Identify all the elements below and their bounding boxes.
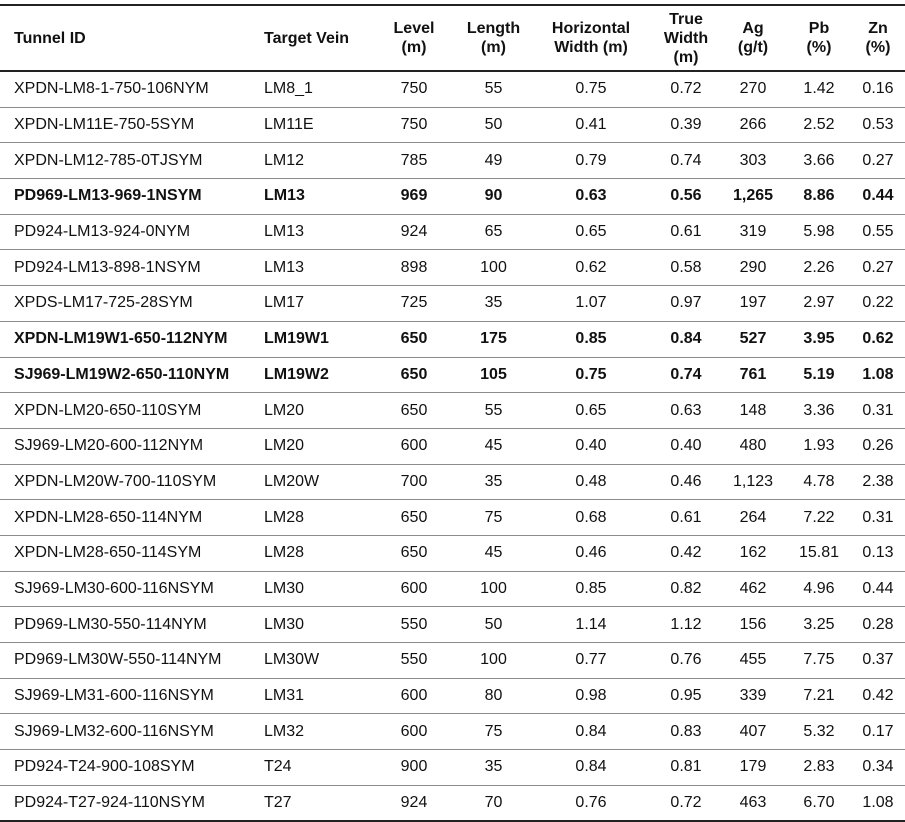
header-tunnel-id <box>0 5 258 71</box>
header-zn <box>851 5 905 71</box>
cell-length: 175 <box>458 321 529 357</box>
cell-horizontal-width: 0.46 <box>529 535 653 571</box>
cell-length: 70 <box>458 785 529 821</box>
cell-ag: 270 <box>719 71 787 107</box>
cell-level: 650 <box>370 535 458 571</box>
table-row <box>0 357 905 393</box>
header-line: (m) <box>673 48 699 66</box>
cell-horizontal-width: 0.65 <box>529 214 653 250</box>
cell-horizontal-width: 0.85 <box>529 571 653 607</box>
cell-zn: 0.42 <box>851 678 905 714</box>
cell-zn: 0.31 <box>851 500 905 536</box>
table-row <box>0 321 905 357</box>
cell-tunnel-id: PD969-LM30W-550-114NYM <box>0 643 258 679</box>
table-row <box>0 785 905 821</box>
table-row <box>0 571 905 607</box>
table-body <box>0 71 905 821</box>
cell-ag: 462 <box>719 571 787 607</box>
cell-tunnel-id: PD924-T24-900-108SYM <box>0 750 258 786</box>
cell-ag: 266 <box>719 107 787 143</box>
cell-horizontal-width: 0.77 <box>529 643 653 679</box>
cell-tunnel-id: XPDN-LM28-650-114NYM <box>0 500 258 536</box>
cell-pb: 3.66 <box>787 143 851 179</box>
cell-pb: 5.98 <box>787 214 851 250</box>
cell-true-width: 0.63 <box>653 393 719 429</box>
cell-tunnel-id: PD924-T27-924-110NSYM <box>0 785 258 821</box>
cell-true-width: 0.74 <box>653 143 719 179</box>
cell-tunnel-id: SJ969-LM19W2-650-110NYM <box>0 357 258 393</box>
cell-true-width: 0.39 <box>653 107 719 143</box>
table-row <box>0 643 905 679</box>
cell-ag: 264 <box>719 500 787 536</box>
cell-pb: 4.78 <box>787 464 851 500</box>
cell-true-width: 1.12 <box>653 607 719 643</box>
cell-level: 900 <box>370 750 458 786</box>
cell-target-vein: LM13 <box>258 250 370 286</box>
cell-tunnel-id: XPDS-LM17-725-28SYM <box>0 286 258 322</box>
cell-length: 75 <box>458 714 529 750</box>
cell-horizontal-width: 0.75 <box>529 357 653 393</box>
cell-horizontal-width: 0.40 <box>529 428 653 464</box>
cell-ag: 480 <box>719 428 787 464</box>
header-level <box>370 5 458 71</box>
cell-level: 600 <box>370 571 458 607</box>
cell-target-vein: LM20 <box>258 428 370 464</box>
cell-tunnel-id: XPDN-LM8-1-750-106NYM <box>0 71 258 107</box>
cell-true-width: 0.61 <box>653 214 719 250</box>
table-row <box>0 143 905 179</box>
table-row <box>0 428 905 464</box>
cell-level: 650 <box>370 357 458 393</box>
cell-tunnel-id: XPDN-LM11E-750-5SYM <box>0 107 258 143</box>
header-line: True <box>669 10 703 28</box>
header-line: (g/t) <box>737 39 769 56</box>
cell-ag: 455 <box>719 643 787 679</box>
cell-zn: 0.55 <box>851 214 905 250</box>
cell-horizontal-width: 1.07 <box>529 286 653 322</box>
cell-length: 35 <box>458 750 529 786</box>
cell-true-width: 0.81 <box>653 750 719 786</box>
cell-true-width: 0.74 <box>653 357 719 393</box>
cell-ag: 148 <box>719 393 787 429</box>
cell-pb: 2.26 <box>787 250 851 286</box>
header-line: (%) <box>865 39 891 56</box>
cell-true-width: 0.72 <box>653 71 719 107</box>
cell-level: 650 <box>370 393 458 429</box>
cell-target-vein: LM11E <box>258 107 370 143</box>
cell-length: 100 <box>458 643 529 679</box>
cell-ag: 527 <box>719 321 787 357</box>
cell-pb: 5.19 <box>787 357 851 393</box>
header-true-width <box>653 5 719 71</box>
cell-length: 100 <box>458 250 529 286</box>
header-line: Horizontal <box>551 20 631 37</box>
table-row <box>0 107 905 143</box>
cell-target-vein: LM30 <box>258 607 370 643</box>
cell-pb: 15.81 <box>787 535 851 571</box>
cell-horizontal-width: 0.98 <box>529 678 653 714</box>
cell-zn: 0.34 <box>851 750 905 786</box>
cell-zn: 0.62 <box>851 321 905 357</box>
cell-pb: 8.86 <box>787 179 851 215</box>
cell-target-vein: LM20 <box>258 393 370 429</box>
cell-pb: 6.70 <box>787 785 851 821</box>
header-line: Target Vein <box>264 29 350 47</box>
header-target-vein <box>258 5 370 71</box>
cell-horizontal-width: 0.75 <box>529 71 653 107</box>
cell-zn: 2.38 <box>851 464 905 500</box>
cell-target-vein: LM30 <box>258 571 370 607</box>
cell-pb: 7.21 <box>787 678 851 714</box>
table-row <box>0 535 905 571</box>
cell-horizontal-width: 0.84 <box>529 750 653 786</box>
cell-true-width: 0.95 <box>653 678 719 714</box>
cell-zn: 1.08 <box>851 785 905 821</box>
cell-pb: 3.25 <box>787 607 851 643</box>
table-row <box>0 250 905 286</box>
cell-level: 600 <box>370 678 458 714</box>
cell-length: 100 <box>458 571 529 607</box>
cell-pb: 1.42 <box>787 71 851 107</box>
header-horizontal-width <box>529 5 653 71</box>
header-line: (%) <box>806 39 832 56</box>
cell-true-width: 0.83 <box>653 714 719 750</box>
cell-ag: 761 <box>719 357 787 393</box>
header-line: Width <box>663 29 709 47</box>
cell-zn: 0.22 <box>851 286 905 322</box>
cell-horizontal-width: 0.62 <box>529 250 653 286</box>
table-row <box>0 214 905 250</box>
cell-target-vein: LM17 <box>258 286 370 322</box>
table-header-row <box>0 5 905 71</box>
cell-level: 750 <box>370 107 458 143</box>
cell-pb: 3.95 <box>787 321 851 357</box>
cell-tunnel-id: SJ969-LM30-600-116NSYM <box>0 571 258 607</box>
cell-tunnel-id: XPDN-LM20-650-110SYM <box>0 393 258 429</box>
cell-length: 35 <box>458 286 529 322</box>
cell-ag: 407 <box>719 714 787 750</box>
cell-true-width: 0.72 <box>653 785 719 821</box>
cell-length: 90 <box>458 179 529 215</box>
cell-horizontal-width: 0.63 <box>529 179 653 215</box>
cell-zn: 0.16 <box>851 71 905 107</box>
cell-true-width: 0.46 <box>653 464 719 500</box>
cell-horizontal-width: 0.68 <box>529 500 653 536</box>
cell-horizontal-width: 0.76 <box>529 785 653 821</box>
tunnel-sampling-table <box>0 4 905 822</box>
cell-zn: 0.27 <box>851 250 905 286</box>
cell-target-vein: LM30W <box>258 643 370 679</box>
cell-pb: 7.22 <box>787 500 851 536</box>
cell-level: 924 <box>370 214 458 250</box>
cell-length: 45 <box>458 535 529 571</box>
cell-true-width: 0.76 <box>653 643 719 679</box>
table-row <box>0 678 905 714</box>
cell-ag: 179 <box>719 750 787 786</box>
cell-length: 55 <box>458 393 529 429</box>
header-line: Length <box>466 20 521 37</box>
cell-length: 55 <box>458 71 529 107</box>
cell-zn: 0.31 <box>851 393 905 429</box>
cell-level: 924 <box>370 785 458 821</box>
header-length <box>458 5 529 71</box>
cell-tunnel-id: SJ969-LM31-600-116NSYM <box>0 678 258 714</box>
cell-pb: 2.97 <box>787 286 851 322</box>
cell-tunnel-id: SJ969-LM32-600-116NSYM <box>0 714 258 750</box>
cell-zn: 0.28 <box>851 607 905 643</box>
cell-target-vein: LM19W2 <box>258 357 370 393</box>
cell-tunnel-id: XPDN-LM19W1-650-112NYM <box>0 321 258 357</box>
cell-length: 50 <box>458 607 529 643</box>
cell-zn: 0.17 <box>851 714 905 750</box>
cell-target-vein: LM19W1 <box>258 321 370 357</box>
table-row <box>0 286 905 322</box>
cell-length: 65 <box>458 214 529 250</box>
cell-length: 50 <box>458 107 529 143</box>
cell-pb: 2.83 <box>787 750 851 786</box>
cell-zn: 0.44 <box>851 571 905 607</box>
cell-horizontal-width: 0.48 <box>529 464 653 500</box>
cell-tunnel-id: SJ969-LM20-600-112NYM <box>0 428 258 464</box>
table-row <box>0 500 905 536</box>
table-row <box>0 464 905 500</box>
header-pb <box>787 5 851 71</box>
cell-target-vein: LM13 <box>258 179 370 215</box>
header-line: Pb <box>808 20 830 37</box>
cell-tunnel-id: XPDN-LM28-650-114SYM <box>0 535 258 571</box>
cell-target-vein: T24 <box>258 750 370 786</box>
cell-level: 785 <box>370 143 458 179</box>
header-line: Tunnel ID <box>14 29 86 47</box>
cell-length: 80 <box>458 678 529 714</box>
cell-ag: 1,123 <box>719 464 787 500</box>
cell-ag: 162 <box>719 535 787 571</box>
cell-target-vein: LM12 <box>258 143 370 179</box>
cell-level: 969 <box>370 179 458 215</box>
cell-true-width: 0.56 <box>653 179 719 215</box>
cell-zn: 0.27 <box>851 143 905 179</box>
cell-length: 105 <box>458 357 529 393</box>
cell-target-vein: LM28 <box>258 535 370 571</box>
cell-level: 700 <box>370 464 458 500</box>
cell-tunnel-id: PD969-LM30-550-114NYM <box>0 607 258 643</box>
cell-target-vein: LM28 <box>258 500 370 536</box>
cell-pb: 7.75 <box>787 643 851 679</box>
cell-ag: 463 <box>719 785 787 821</box>
cell-true-width: 0.42 <box>653 535 719 571</box>
cell-length: 35 <box>458 464 529 500</box>
header-ag <box>719 5 787 71</box>
cell-ag: 339 <box>719 678 787 714</box>
cell-level: 600 <box>370 714 458 750</box>
header-line: Zn <box>868 20 888 37</box>
cell-horizontal-width: 0.84 <box>529 714 653 750</box>
table-row <box>0 393 905 429</box>
cell-level: 600 <box>370 428 458 464</box>
cell-zn: 0.37 <box>851 643 905 679</box>
cell-ag: 319 <box>719 214 787 250</box>
cell-level: 550 <box>370 643 458 679</box>
cell-target-vein: LM8_1 <box>258 71 370 107</box>
cell-tunnel-id: PD924-LM13-924-0NYM <box>0 214 258 250</box>
cell-level: 550 <box>370 607 458 643</box>
cell-pb: 3.36 <box>787 393 851 429</box>
cell-zn: 0.26 <box>851 428 905 464</box>
cell-horizontal-width: 0.65 <box>529 393 653 429</box>
cell-length: 49 <box>458 143 529 179</box>
cell-true-width: 0.82 <box>653 571 719 607</box>
cell-zn: 0.44 <box>851 179 905 215</box>
header-line: Level <box>393 20 435 37</box>
table-row <box>0 71 905 107</box>
header-line: (m) <box>481 39 506 56</box>
cell-zn: 0.53 <box>851 107 905 143</box>
cell-ag: 303 <box>719 143 787 179</box>
cell-ag: 156 <box>719 607 787 643</box>
table-row <box>0 179 905 215</box>
cell-pb: 1.93 <box>787 428 851 464</box>
cell-ag: 290 <box>719 250 787 286</box>
cell-pb: 2.52 <box>787 107 851 143</box>
cell-tunnel-id: XPDN-LM12-785-0TJSYM <box>0 143 258 179</box>
cell-true-width: 0.58 <box>653 250 719 286</box>
cell-true-width: 0.97 <box>653 286 719 322</box>
cell-ag: 1,265 <box>719 179 787 215</box>
cell-level: 725 <box>370 286 458 322</box>
header-line: (m) <box>401 39 427 56</box>
header-line: Ag <box>742 20 764 37</box>
cell-length: 75 <box>458 500 529 536</box>
table-row <box>0 607 905 643</box>
cell-target-vein: LM20W <box>258 464 370 500</box>
header-line: Width (m) <box>554 39 628 56</box>
cell-level: 898 <box>370 250 458 286</box>
cell-ag: 197 <box>719 286 787 322</box>
cell-target-vein: LM32 <box>258 714 370 750</box>
cell-pb: 4.96 <box>787 571 851 607</box>
cell-level: 650 <box>370 500 458 536</box>
cell-pb: 5.32 <box>787 714 851 750</box>
cell-tunnel-id: PD969-LM13-969-1NSYM <box>0 179 258 215</box>
cell-target-vein: LM31 <box>258 678 370 714</box>
cell-target-vein: LM13 <box>258 214 370 250</box>
table-row <box>0 714 905 750</box>
cell-horizontal-width: 1.14 <box>529 607 653 643</box>
cell-zn: 1.08 <box>851 357 905 393</box>
cell-true-width: 0.61 <box>653 500 719 536</box>
cell-true-width: 0.40 <box>653 428 719 464</box>
cell-level: 750 <box>370 71 458 107</box>
cell-zn: 0.13 <box>851 535 905 571</box>
cell-length: 45 <box>458 428 529 464</box>
cell-horizontal-width: 0.85 <box>529 321 653 357</box>
cell-horizontal-width: 0.79 <box>529 143 653 179</box>
cell-target-vein: T27 <box>258 785 370 821</box>
cell-level: 650 <box>370 321 458 357</box>
cell-horizontal-width: 0.41 <box>529 107 653 143</box>
cell-tunnel-id: XPDN-LM20W-700-110SYM <box>0 464 258 500</box>
cell-true-width: 0.84 <box>653 321 719 357</box>
cell-tunnel-id: PD924-LM13-898-1NSYM <box>0 250 258 286</box>
table-row <box>0 750 905 786</box>
